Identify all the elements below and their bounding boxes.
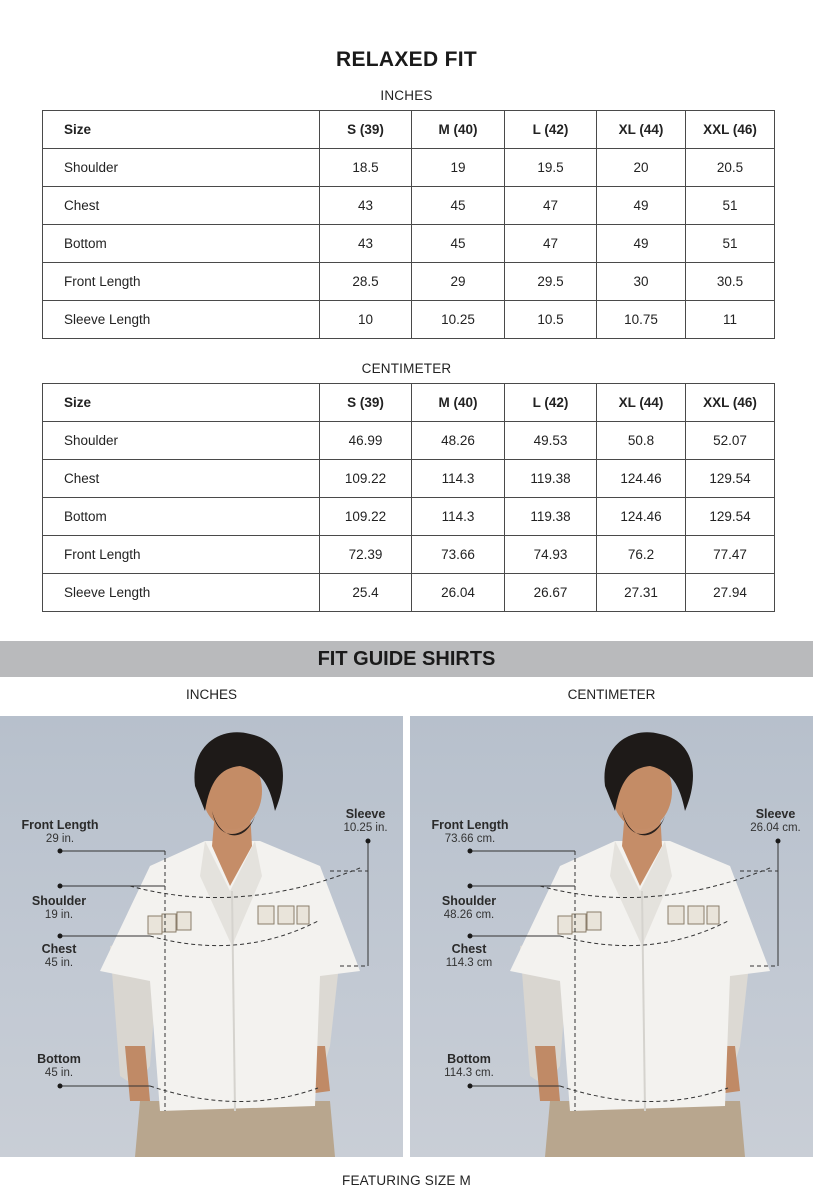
front-length-label: Front Length: [21, 818, 99, 832]
table-row: [43, 460, 775, 498]
front-length-annotation: [10, 818, 110, 846]
measurement-value: 10.25: [412, 301, 505, 339]
header-cell: Size: [43, 111, 320, 149]
measurement-value: 47: [505, 225, 597, 263]
chest-value: 45 in.: [44, 957, 74, 969]
table-row: [43, 149, 775, 187]
header-cell: S (39): [320, 384, 412, 422]
measurement-value: 114.3: [412, 460, 505, 498]
measurement-label: Bottom: [43, 498, 320, 536]
measurement-value: 51: [686, 225, 775, 263]
measurement-value: 25.4: [320, 574, 412, 612]
measurement-label: Chest: [43, 460, 320, 498]
measurement-value: 129.54: [686, 498, 775, 536]
model-illustration: [410, 716, 813, 1157]
header-cell: XL (44): [597, 111, 686, 149]
measurement-value: 27.94: [686, 574, 775, 612]
inches-size-table: [42, 110, 775, 339]
measurement-label: Front Length: [43, 536, 320, 574]
measurement-value: 52.07: [686, 422, 775, 460]
featuring-size-note: FEATURING SIZE M: [342, 1173, 471, 1188]
header-cell: XXL (46): [686, 384, 775, 422]
shoulder-label: Shoulder: [31, 894, 87, 908]
shoulder-value: 48.26 cm.: [443, 909, 495, 921]
measurement-value: 119.38: [505, 460, 597, 498]
bottom-annotation: [14, 1052, 104, 1080]
table-row: [43, 574, 775, 612]
measurement-value: 19.5: [505, 149, 597, 187]
sleeve-label: Sleeve: [345, 807, 386, 821]
table-row: [43, 422, 775, 460]
header-cell: XL (44): [597, 384, 686, 422]
table-header-row: [43, 111, 775, 149]
measurement-value: 10: [320, 301, 412, 339]
measurement-value: 46.99: [320, 422, 412, 460]
front-length-value: 73.66 cm.: [444, 833, 496, 845]
measurement-value: 129.54: [686, 460, 775, 498]
fit-photo-inches: [0, 716, 403, 1157]
measurement-value: 73.66: [412, 536, 505, 574]
cm-size-table: [42, 383, 775, 612]
front-length-annotation: [420, 818, 520, 846]
bottom-label: Bottom: [37, 1052, 81, 1066]
measurement-value: 43: [320, 225, 412, 263]
header-cell: L (42): [505, 384, 597, 422]
measurement-label: Sleeve Length: [43, 574, 320, 612]
bottom-value: 45 in.: [44, 1067, 74, 1079]
sleeve-annotation: [328, 807, 403, 835]
measurement-value: 49.53: [505, 422, 597, 460]
measurement-value: 10.5: [505, 301, 597, 339]
measurement-label: Front Length: [43, 263, 320, 301]
measurement-label: Bottom: [43, 225, 320, 263]
fit-photo-cm: [410, 716, 813, 1157]
measurement-value: 72.39: [320, 536, 412, 574]
fit-guide-title: FIT GUIDE SHIRTS: [317, 648, 496, 670]
measurement-value: 11: [686, 301, 775, 339]
measurement-value: 50.8: [597, 422, 686, 460]
cm-table-label: CENTIMETER: [361, 361, 452, 376]
shoulder-value: 19 in.: [44, 909, 74, 921]
header-cell: S (39): [320, 111, 412, 149]
measurement-value: 47: [505, 187, 597, 225]
table-row: [43, 225, 775, 263]
measurement-label: Sleeve Length: [43, 301, 320, 339]
measurement-value: 26.67: [505, 574, 597, 612]
header-cell: M (40): [412, 111, 505, 149]
measurement-label: Chest: [43, 187, 320, 225]
measurement-value: 109.22: [320, 498, 412, 536]
header-cell: M (40): [412, 384, 505, 422]
measurement-value: 74.93: [505, 536, 597, 574]
sleeve-annotation: [738, 807, 813, 835]
measurement-value: 30.5: [686, 263, 775, 301]
bottom-label: Bottom: [447, 1052, 491, 1066]
bottom-value: 114.3 cm.: [444, 1067, 494, 1079]
table-row: [43, 263, 775, 301]
front-length-value: 29 in.: [45, 833, 75, 845]
measurement-value: 76.2: [597, 536, 686, 574]
table-header-row: [43, 384, 775, 422]
measurement-value: 43: [320, 187, 412, 225]
model-illustration: [0, 716, 403, 1157]
front-length-label: Front Length: [431, 818, 509, 832]
chest-value: 114.3 cm: [445, 957, 493, 969]
measurement-value: 10.75: [597, 301, 686, 339]
chest-annotation: [14, 942, 104, 970]
header-cell: Size: [43, 384, 320, 422]
measurement-value: 29: [412, 263, 505, 301]
measurement-label: Shoulder: [43, 149, 320, 187]
measurement-value: 28.5: [320, 263, 412, 301]
measurement-value: 77.47: [686, 536, 775, 574]
sleeve-value: 10.25 in.: [343, 822, 388, 834]
measurement-value: 18.5: [320, 149, 412, 187]
header-cell: XXL (46): [686, 111, 775, 149]
inches-table-label: INCHES: [380, 88, 433, 103]
table-row: [43, 301, 775, 339]
measurement-value: 45: [412, 225, 505, 263]
measurement-value: 49: [597, 187, 686, 225]
measurement-value: 51: [686, 187, 775, 225]
measurement-value: 20: [597, 149, 686, 187]
measurement-value: 29.5: [505, 263, 597, 301]
table-row: [43, 187, 775, 225]
header-cell: L (42): [505, 111, 597, 149]
measurement-value: 48.26: [412, 422, 505, 460]
measurement-value: 109.22: [320, 460, 412, 498]
measurement-value: 124.46: [597, 460, 686, 498]
shoulder-label: Shoulder: [441, 894, 497, 908]
measurement-value: 27.31: [597, 574, 686, 612]
fit-guide-inches-label: INCHES: [185, 687, 237, 702]
chest-label: Chest: [451, 942, 487, 956]
sleeve-label: Sleeve: [755, 807, 796, 821]
shoulder-annotation: [14, 894, 104, 922]
page-title: RELAXED FIT: [336, 48, 477, 71]
measurement-value: 19: [412, 149, 505, 187]
measurement-value: 119.38: [505, 498, 597, 536]
measurement-value: 26.04: [412, 574, 505, 612]
measurement-value: 49: [597, 225, 686, 263]
table-row: [43, 498, 775, 536]
fit-guide-cm-label: CENTIMETER: [567, 687, 656, 702]
measurement-label: Shoulder: [43, 422, 320, 460]
shoulder-annotation: [424, 894, 514, 922]
bottom-annotation: [424, 1052, 514, 1080]
measurement-value: 45: [412, 187, 505, 225]
fit-guide-band: [0, 641, 813, 677]
measurement-value: 20.5: [686, 149, 775, 187]
sleeve-value: 26.04 cm.: [750, 822, 801, 834]
chest-label: Chest: [41, 942, 77, 956]
measurement-value: 114.3: [412, 498, 505, 536]
measurement-value: 124.46: [597, 498, 686, 536]
measurement-value: 30: [597, 263, 686, 301]
chest-annotation: [424, 942, 514, 970]
table-row: [43, 536, 775, 574]
